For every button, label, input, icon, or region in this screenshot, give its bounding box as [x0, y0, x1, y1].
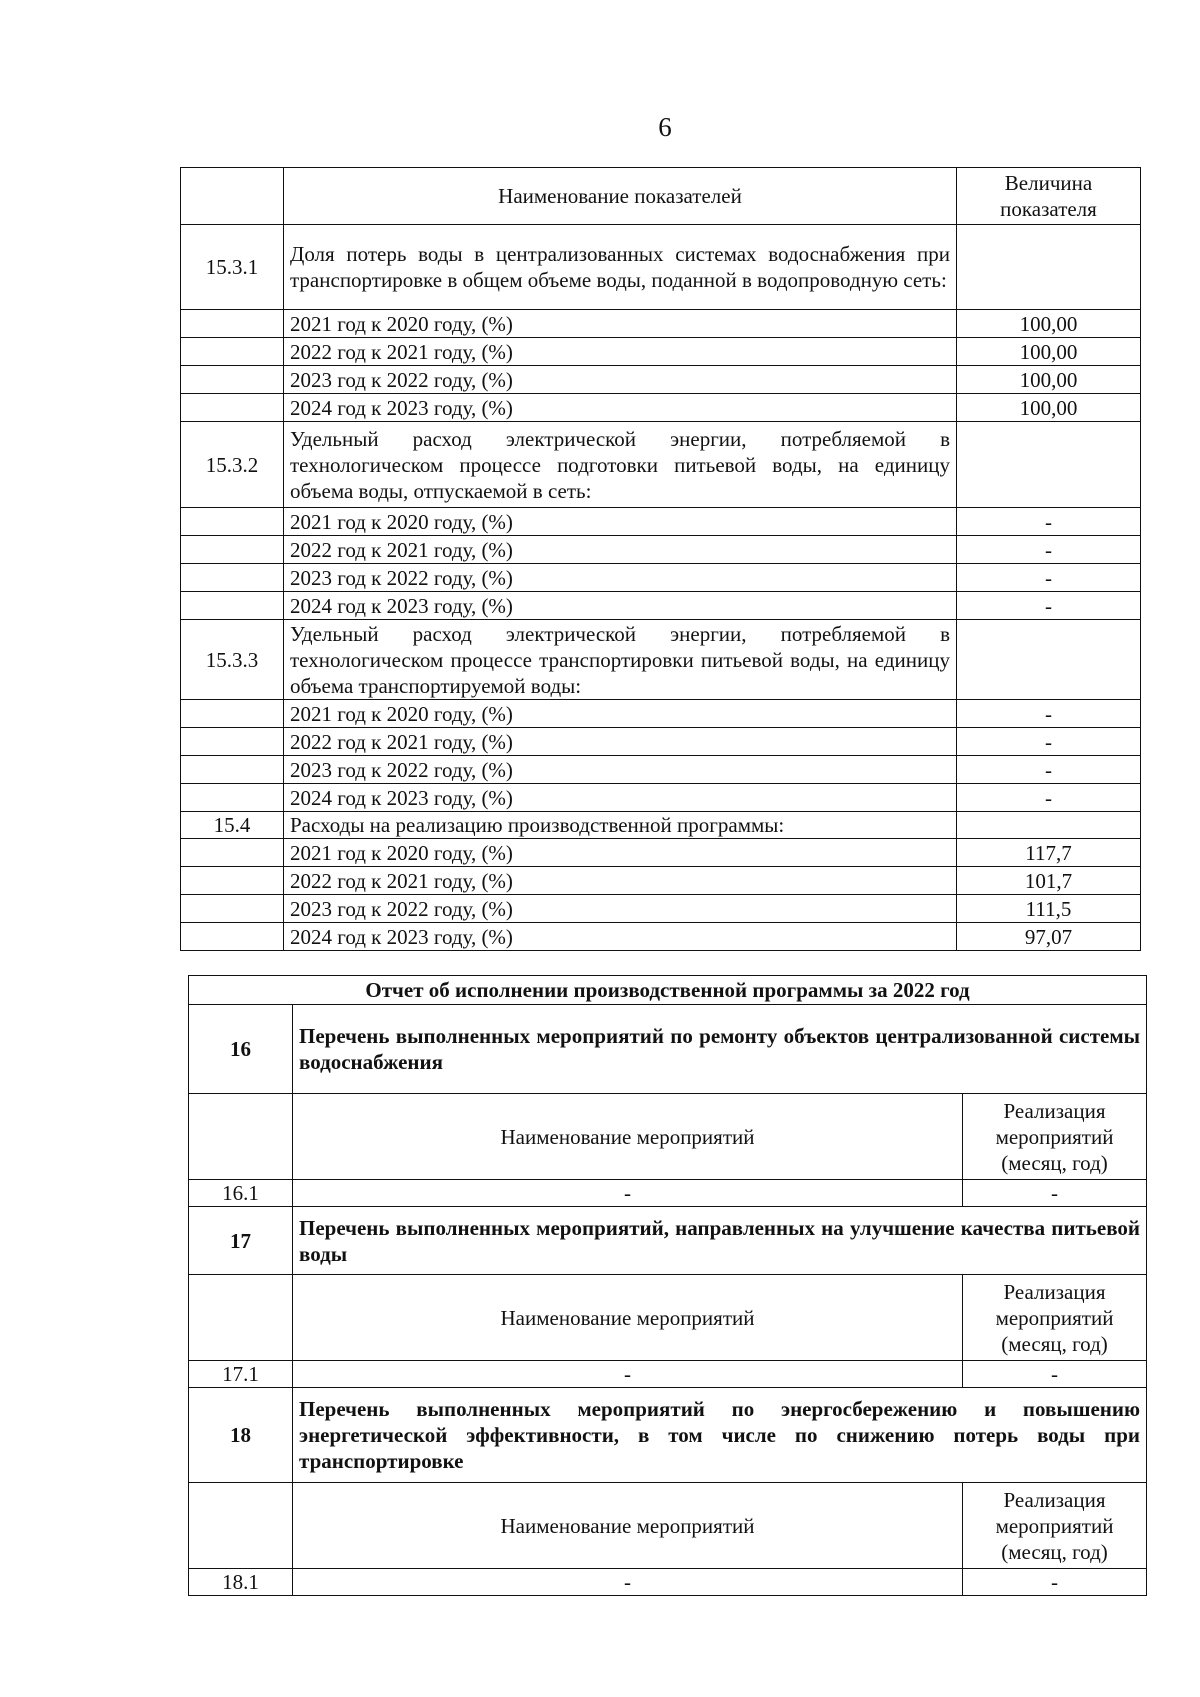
header-num-cell [181, 168, 284, 225]
section-row-name: - [293, 1361, 963, 1388]
section-row-value: - [963, 1361, 1147, 1388]
year-row-label: 2021 год к 2020 году, (%) [284, 310, 957, 338]
indicators-table [180, 167, 1141, 951]
section-row-num: 18.1 [189, 1569, 293, 1596]
year-row-num [181, 338, 284, 366]
year-row-num [181, 536, 284, 564]
indicator-title-value [957, 812, 1141, 839]
section-number: 18 [189, 1388, 293, 1483]
year-row-label: 2024 год к 2023 году, (%) [284, 592, 957, 620]
indicator-title: Удельный расход электрической энергии, потребляемой в технологическом процессе транспортировки питьевой воды, на единицу объема транспортируемой воды: [284, 620, 957, 700]
indicator-group-row [181, 225, 1141, 310]
section-row-num: 17.1 [189, 1361, 293, 1388]
year-row-label: 2023 год к 2022 году, (%) [284, 366, 957, 394]
page-number: 6 [658, 112, 672, 142]
indicator-year-row [181, 756, 1141, 784]
section-title: Перечень выполненных мероприятий, направленных на улучшение качества питьевой воды [293, 1207, 1147, 1275]
section-header-num [189, 1275, 293, 1361]
section-row-name: - [293, 1180, 963, 1207]
year-row-value: 101,7 [957, 867, 1141, 895]
year-row-label: 2022 год к 2021 году, (%) [284, 536, 957, 564]
year-row-label: 2022 год к 2021 году, (%) [284, 867, 957, 895]
year-row-label: 2021 год к 2020 году, (%) [284, 700, 957, 728]
section-header-value: Реализация мероприятий (месяц, год) [963, 1275, 1147, 1361]
indicator-group-row [181, 620, 1141, 700]
report-title: Отчет об исполнении производственной программы за 2022 год [189, 976, 1147, 1005]
year-row-value: 100,00 [957, 338, 1141, 366]
year-row-label: 2022 год к 2021 году, (%) [284, 338, 957, 366]
report-table [188, 975, 1147, 1596]
year-row-value: - [957, 564, 1141, 592]
year-row-num [181, 756, 284, 784]
section-header-row [189, 1483, 1147, 1569]
indicator-year-row [181, 784, 1141, 812]
indicator-year-row [181, 700, 1141, 728]
section-row-value: - [963, 1180, 1147, 1207]
year-row-num [181, 366, 284, 394]
section-number: 17 [189, 1207, 293, 1275]
year-row-num [181, 784, 284, 812]
section-title-row [189, 1388, 1147, 1483]
year-row-value: - [957, 536, 1141, 564]
section-title: Перечень выполненных мероприятий по энергосбережению и повышению энергетической эффективности, в том числе по снижению потерь воды при транспортировке [293, 1388, 1147, 1483]
year-row-label: 2021 год к 2020 году, (%) [284, 508, 957, 536]
indicator-year-row [181, 394, 1141, 422]
year-row-value: - [957, 700, 1141, 728]
section-header-name: Наименование мероприятий [293, 1094, 963, 1180]
year-row-num [181, 867, 284, 895]
year-row-value: 97,07 [957, 923, 1141, 951]
section-header-name: Наименование мероприятий [293, 1275, 963, 1361]
year-row-num [181, 564, 284, 592]
year-row-num [181, 592, 284, 620]
section-header-num [189, 1094, 293, 1180]
indicator-title-value [957, 620, 1141, 700]
year-row-label: 2023 год к 2022 году, (%) [284, 895, 957, 923]
year-row-num [181, 394, 284, 422]
indicator-year-row [181, 592, 1141, 620]
indicator-year-row [181, 895, 1141, 923]
year-row-value: - [957, 784, 1141, 812]
year-row-value: 100,00 [957, 366, 1141, 394]
indicator-group-row [181, 812, 1141, 839]
section-header-value: Реализация мероприятий (месяц, год) [963, 1483, 1147, 1569]
year-row-label: 2021 год к 2020 году, (%) [284, 839, 957, 867]
indicator-year-row [181, 536, 1141, 564]
section-header-row [189, 1275, 1147, 1361]
year-row-value: - [957, 756, 1141, 784]
section-title: Перечень выполненных мероприятий по ремонту объектов централизованной системы водоснабжения [293, 1005, 1147, 1094]
section-number: 16 [189, 1005, 293, 1094]
year-row-value: 100,00 [957, 394, 1141, 422]
section-header-name: Наименование мероприятий [293, 1483, 963, 1569]
indicator-year-row [181, 564, 1141, 592]
report-title-row [189, 976, 1147, 1005]
year-row-num [181, 508, 284, 536]
year-row-label: 2022 год к 2021 году, (%) [284, 728, 957, 756]
indicator-year-row [181, 728, 1141, 756]
section-data-row [189, 1361, 1147, 1388]
year-row-num [181, 310, 284, 338]
indicator-title: Удельный расход электрической энергии, потребляемой в технологическом процессе подготовки питьевой воды, на единицу объема воды, отпускаемой в сеть: [284, 422, 957, 508]
year-row-value: - [957, 728, 1141, 756]
indicator-year-row [181, 338, 1141, 366]
section-header-num [189, 1483, 293, 1569]
indicators-header-row [181, 168, 1141, 225]
year-row-value: - [957, 508, 1141, 536]
year-row-num [181, 895, 284, 923]
header-value-cell: Величина показателя [957, 168, 1141, 225]
year-row-label: 2024 год к 2023 году, (%) [284, 394, 957, 422]
indicator-year-row [181, 923, 1141, 951]
section-header-row [189, 1094, 1147, 1180]
header-name-cell: Наименование показателей [284, 168, 957, 225]
indicator-number: 15.3.3 [181, 620, 284, 700]
section-title-row [189, 1207, 1147, 1275]
indicator-year-row [181, 366, 1141, 394]
year-row-label: 2023 год к 2022 году, (%) [284, 564, 957, 592]
year-row-num [181, 728, 284, 756]
section-title-row [189, 1005, 1147, 1094]
section-row-num: 16.1 [189, 1180, 293, 1207]
year-row-label: 2023 год к 2022 году, (%) [284, 756, 957, 784]
year-row-label: 2024 год к 2023 году, (%) [284, 784, 957, 812]
indicator-year-row [181, 839, 1141, 867]
indicator-number: 15.3.2 [181, 422, 284, 508]
year-row-num [181, 839, 284, 867]
year-row-value: - [957, 592, 1141, 620]
section-row-name: - [293, 1569, 963, 1596]
year-row-num [181, 700, 284, 728]
section-data-row [189, 1569, 1147, 1596]
year-row-value: 111,5 [957, 895, 1141, 923]
indicator-number: 15.3.1 [181, 225, 284, 310]
year-row-value: 100,00 [957, 310, 1141, 338]
indicator-title: Расходы на реализацию производственной программы: [284, 812, 957, 839]
section-data-row [189, 1180, 1147, 1207]
indicator-year-row [181, 867, 1141, 895]
indicator-group-row [181, 422, 1141, 508]
indicator-year-row [181, 310, 1141, 338]
indicator-number: 15.4 [181, 812, 284, 839]
indicator-title-value [957, 225, 1141, 310]
section-row-value: - [963, 1569, 1147, 1596]
year-row-value: 117,7 [957, 839, 1141, 867]
year-row-num [181, 923, 284, 951]
indicator-title-value [957, 422, 1141, 508]
indicator-title: Доля потерь воды в централизованных системах водоснабжения при транспортировке в общем объеме воды, поданной в водопроводную сеть: [284, 225, 957, 310]
year-row-label: 2024 год к 2023 году, (%) [284, 923, 957, 951]
section-header-value: Реализация мероприятий (месяц, год) [963, 1094, 1147, 1180]
indicator-year-row [181, 508, 1141, 536]
